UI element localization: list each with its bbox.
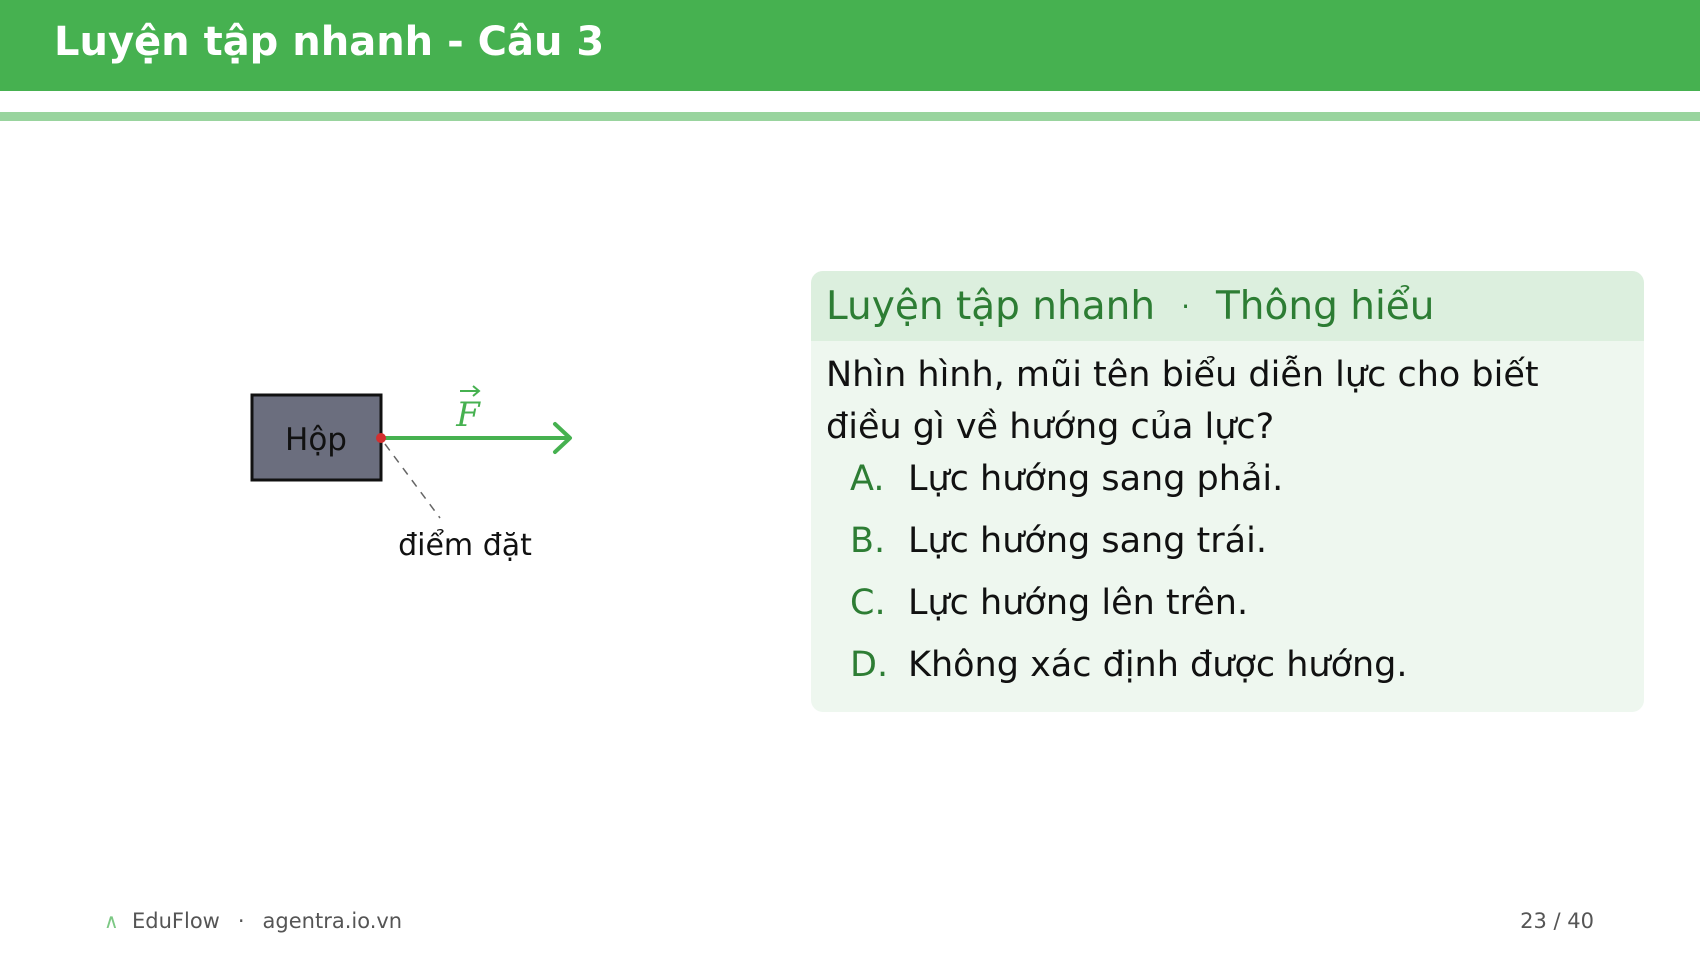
option-letter: C. [850,583,886,623]
card-header [811,271,1644,341]
application-point [376,433,386,443]
force-figure [230,370,590,570]
footer-separator: · [237,909,245,933]
option-b[interactable] [850,521,1620,583]
force-diagram [230,370,590,570]
footer-brand: EduFlow [132,909,220,933]
page-number: 23 / 40 [1520,909,1594,933]
option-text: Lực hướng sang phải. [908,459,1284,499]
page-title: Luyện tập nhanh - Câu 3 [54,19,605,65]
question-card [811,271,1644,712]
option-letter: B. [850,521,886,561]
card-heading: Luyện tập nhanh [826,283,1156,329]
option-c[interactable] [850,583,1620,645]
difficulty-level: Thông hiểu [1215,283,1435,329]
point-label: điểm đặt [398,528,532,563]
footer [104,909,402,933]
box-label: Hộp [285,422,347,458]
leader-line [385,444,440,518]
force-label: F [456,395,480,435]
option-a[interactable] [850,459,1620,521]
card-heading-separator: · [1181,289,1190,323]
option-text: Không xác định được hướng. [908,645,1408,685]
footer-site-link[interactable]: agentra.io.vn [262,909,403,933]
flow-logo-icon: ∧ [104,909,119,933]
option-d[interactable] [850,645,1620,707]
option-text: Lực hướng sang trái. [908,521,1267,561]
header-bar [0,0,1700,91]
card-body [811,341,1644,707]
option-letter: D. [850,645,889,685]
answer-options [826,459,1620,707]
header-divider [0,112,1700,121]
option-letter: A. [850,459,885,499]
option-text: Lực hướng lên trên. [908,583,1249,623]
question-text: Nhìn hình, mũi tên biểu diễn lực cho biết điều gì về hướng của lực? [826,355,1539,447]
